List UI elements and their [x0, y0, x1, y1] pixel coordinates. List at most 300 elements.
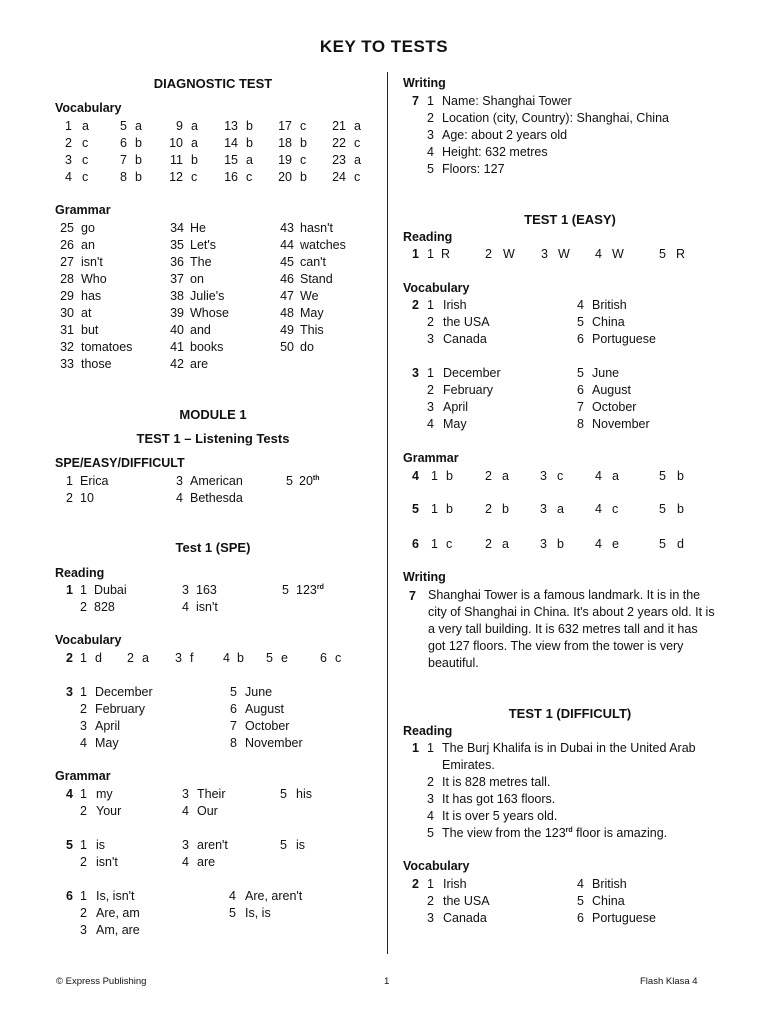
- answer-cell: can't: [300, 255, 327, 269]
- answer-cell: is: [96, 838, 106, 852]
- answer-cell: b: [300, 136, 307, 150]
- answer-cell: China: [592, 894, 625, 908]
- answer-cell: Portuguese: [592, 911, 656, 925]
- answer-cell: 26: [60, 238, 74, 252]
- answer-text: The view from the 123: [442, 826, 566, 840]
- answer-cell: c: [354, 170, 361, 184]
- answer-cell: b: [135, 170, 142, 184]
- answer-cell: 5: [659, 469, 666, 483]
- test1-difficult-heading: TEST 1 (DIFFICULT): [508, 706, 632, 721]
- answer-cell: 3: [80, 719, 87, 733]
- answer-cell: 1: [80, 838, 87, 852]
- answer-cell: are: [190, 357, 209, 371]
- answer-cell: August: [592, 383, 631, 397]
- answer-cell: c: [191, 170, 198, 184]
- ordinal-suffix: th: [312, 475, 320, 482]
- difficult-reading-heading: Reading: [403, 724, 453, 738]
- answer-cell: those: [81, 357, 112, 371]
- answer-cell: 1: [80, 583, 87, 597]
- answer-cell: f: [190, 651, 194, 665]
- answer-cell: 6: [230, 702, 237, 716]
- answer-cell: c: [612, 502, 619, 516]
- answer-cell: 24: [332, 170, 346, 184]
- answer-cell: 1: [431, 502, 438, 516]
- answer-cell: aren't: [197, 838, 228, 852]
- answer-cell: Your: [96, 804, 122, 818]
- answer-cell: b: [246, 136, 253, 150]
- answer-cell: a: [191, 136, 198, 150]
- answer-cell: It is over 5 years old.: [442, 809, 558, 823]
- answer-cell: 2: [427, 775, 434, 789]
- answer-cell: c: [300, 153, 307, 167]
- answer-cell: c: [300, 119, 307, 133]
- answer-cell: 7: [120, 153, 127, 167]
- answer-cell: are: [197, 855, 216, 869]
- answer-cell: 4: [182, 804, 189, 818]
- answer-cell: October: [592, 400, 637, 414]
- answer-cell: 4: [223, 651, 230, 665]
- answer-cell: 4: [412, 469, 419, 483]
- answer-cell: British: [592, 298, 627, 312]
- answer-cell: 7: [577, 400, 584, 414]
- answer-cell: 29: [60, 289, 74, 303]
- answer-cell: 34: [170, 221, 184, 235]
- answer-cell: April: [443, 400, 469, 414]
- answer-cell: British: [592, 877, 627, 891]
- answer-cell: 13: [224, 119, 238, 133]
- answer-cell: 4: [427, 145, 434, 159]
- easy-vocab-heading: Vocabulary: [403, 281, 470, 295]
- answer-cell: 18: [278, 136, 292, 150]
- writing-heading: Writing: [403, 76, 446, 90]
- answer-cell: 27: [60, 255, 74, 269]
- answer-cell: 2: [80, 600, 87, 614]
- footer-book-title: Flash Klasa 4: [640, 976, 698, 987]
- answer-cell: and: [190, 323, 211, 337]
- answer-cell: The Burj Khalifa is in Dubai in the United Arab: [442, 741, 696, 755]
- listening-heading: TEST 1 – Listening Tests: [136, 431, 290, 446]
- spe-vocab-heading: Vocabulary: [55, 633, 122, 647]
- answer-cell: 1: [427, 94, 434, 108]
- answer-cell: 3: [427, 792, 434, 806]
- answer-cell: isn't: [96, 855, 118, 869]
- answer-cell: 20th: [299, 474, 320, 488]
- answer-cell: 30: [60, 306, 74, 320]
- answer-cell: a: [557, 502, 564, 516]
- test1-easy-heading: TEST 1 (EASY): [524, 212, 616, 227]
- answer-cell: e: [281, 651, 288, 665]
- answer-cell: 4: [66, 787, 73, 801]
- easy-reading-heading: Reading: [403, 230, 453, 244]
- answer-cell: 3: [427, 332, 434, 346]
- spe-grammar-heading: Grammar: [55, 769, 111, 783]
- answer-cell: 5: [280, 838, 287, 852]
- answer-cell: c: [246, 170, 253, 184]
- answer-cell: He: [190, 221, 206, 235]
- answer-cell: 5: [577, 366, 584, 380]
- ordinal-suffix: rd: [565, 827, 573, 834]
- answer-cell: 1: [427, 247, 434, 261]
- answer-cell: October: [245, 719, 290, 733]
- answer-cell: 123rd: [296, 583, 324, 597]
- answer-cell: Portuguese: [592, 332, 656, 346]
- answer-cell: 1: [80, 889, 87, 903]
- answer-cell: 5: [229, 906, 236, 920]
- answer-cell: 20: [278, 170, 292, 184]
- answer-cell: 32: [60, 340, 74, 354]
- answer-cell: 21: [332, 119, 346, 133]
- answer-cell: 10: [80, 491, 94, 505]
- answer-cell: 1: [65, 119, 72, 133]
- answer-cell: 4: [595, 247, 602, 261]
- diagnostic-vocab-heading: Vocabulary: [55, 101, 122, 115]
- answer-cell: 4: [80, 736, 87, 750]
- answer-cell: It has got 163 floors.: [442, 792, 556, 806]
- answer-cell: Location (city, Country): Shanghai, China: [442, 111, 669, 125]
- answer-cell: Julie's: [190, 289, 225, 303]
- answer-cell: 11: [170, 153, 183, 167]
- diagnostic-heading: DIAGNOSTIC TEST: [153, 76, 273, 91]
- answer-cell: 6: [577, 332, 584, 346]
- answer-cell: c: [82, 153, 89, 167]
- answer-cell: a: [502, 469, 509, 483]
- answer-cell: 50: [280, 340, 294, 354]
- answer-cell: 2: [427, 894, 434, 908]
- answer-cell: 40: [170, 323, 184, 337]
- answer-cell: 7: [412, 94, 419, 108]
- answer-cell: 2: [80, 702, 87, 716]
- answer-cell: Irish: [443, 877, 467, 891]
- answer-cell: 16: [224, 170, 238, 184]
- answer-cell: d: [677, 537, 684, 551]
- answer-cell: a: [82, 119, 89, 133]
- answer-cell: Are, aren't: [245, 889, 303, 903]
- answer-cell: 3: [427, 400, 434, 414]
- answer-cell: 22: [332, 136, 346, 150]
- answer-cell: a: [246, 153, 253, 167]
- column-divider: [387, 72, 388, 954]
- answer-cell: a: [135, 119, 142, 133]
- answer-cell: 19: [278, 153, 292, 167]
- answer-cell: 6: [577, 911, 584, 925]
- answer-cell: 1: [427, 366, 434, 380]
- answer-cell: Erica: [80, 474, 109, 488]
- answer-cell: [442, 826, 667, 840]
- answer-cell: 25: [60, 221, 74, 235]
- answer-cell: 49: [280, 323, 294, 337]
- answer-cell: b: [246, 119, 253, 133]
- answer-cell: 5: [282, 583, 289, 597]
- answer-cell: 1: [427, 298, 434, 312]
- answer-cell: 5: [577, 894, 584, 908]
- page-title: KEY TO TESTS: [319, 37, 449, 56]
- answer-cell: 2: [80, 906, 87, 920]
- answer-cell: W: [612, 247, 624, 261]
- answer-cell: June: [245, 685, 273, 699]
- answer-cell: 1: [80, 787, 87, 801]
- answer-cell: It is 828 metres tall.: [442, 775, 551, 789]
- easy-writing-heading: Writing: [403, 570, 446, 584]
- answer-cell: 35: [170, 238, 184, 252]
- answer-cell: 28: [60, 272, 74, 286]
- answer-cell: on: [190, 272, 204, 286]
- answer-cell: 1: [412, 247, 419, 261]
- answer-cell: W: [558, 247, 570, 261]
- answer-cell: isn't: [81, 255, 103, 269]
- answer-cell: a: [354, 119, 361, 133]
- answer-cell: Name: Shanghai Tower: [442, 94, 572, 108]
- spe-reading-heading: Reading: [55, 566, 105, 580]
- answer-cell: a: [354, 153, 361, 167]
- answer-cell: R: [441, 247, 451, 261]
- answer-cell: China: [592, 315, 625, 329]
- answer-cell: 3: [412, 366, 419, 380]
- answer-cell: 5: [230, 685, 237, 699]
- answer-cell: 2: [80, 855, 87, 869]
- answer-cell: 3: [427, 128, 434, 142]
- answer-cell: 5: [659, 502, 666, 516]
- answer-cell: 8: [577, 417, 584, 431]
- answer-cell: 44: [280, 238, 294, 252]
- answer-cell: 3: [80, 923, 87, 937]
- answer-cell: 3: [66, 685, 73, 699]
- answer-cell: 5: [577, 315, 584, 329]
- answer-cell: 3: [182, 787, 189, 801]
- answer-cell: b: [446, 502, 453, 516]
- answer-cell: a: [612, 469, 619, 483]
- answer-cell: 4: [229, 889, 236, 903]
- footer-page-number: 1: [384, 976, 390, 987]
- answer-cell: Is, isn't: [96, 889, 135, 903]
- answer-cell: Bethesda: [190, 491, 243, 505]
- answer-cell: books: [190, 340, 224, 354]
- answer-cell: b: [191, 153, 198, 167]
- answer-cell: tomatoes: [81, 340, 133, 354]
- answer-cell: c: [335, 651, 342, 665]
- answer-cell: b: [446, 469, 453, 483]
- module-heading: MODULE 1: [179, 407, 247, 422]
- answer-cell: 1: [427, 877, 434, 891]
- easy-grammar-heading: Grammar: [403, 451, 459, 465]
- answer-cell: Floors: 127: [442, 162, 505, 176]
- answer-cell: 47: [280, 289, 294, 303]
- answer-cell: my: [96, 787, 113, 801]
- answer-cell: 5: [659, 247, 666, 261]
- answer-cell: 1: [80, 651, 87, 665]
- answer-cell: 12: [169, 170, 183, 184]
- answer-cell: b: [677, 469, 684, 483]
- answer-cell: 6: [320, 651, 327, 665]
- answer-cell: 14: [224, 136, 238, 150]
- answer-cell: b: [300, 170, 307, 184]
- answer-cell: 4: [595, 502, 602, 516]
- answer-cell: 4: [595, 469, 602, 483]
- answer-cell: 828: [94, 600, 115, 614]
- answer-cell: c: [354, 136, 361, 150]
- answer-cell: 38: [170, 289, 184, 303]
- answer-cell: 3: [540, 502, 547, 516]
- answer-cell: Am, are: [96, 923, 140, 937]
- answer-cell: 3: [182, 838, 189, 852]
- answer-cell: 5: [266, 651, 273, 665]
- easy-writing-text: Shanghai Tower is a famous landmark. It is in the city of Shanghai in China. It's about 2 years old. It is a very tall building. It is 632 metres tall and it has got 127 floors. The view from the tower is very beautiful.: [428, 588, 715, 670]
- answer-cell: 3: [65, 153, 72, 167]
- answer-cell: Who: [81, 272, 107, 286]
- answer-cell: Stand: [300, 272, 333, 286]
- answer-cell: 3: [427, 911, 434, 925]
- answer-cell: 1: [66, 583, 73, 597]
- answer-cell: 41: [170, 340, 184, 354]
- answer-cell: 2: [412, 877, 419, 891]
- answer-cell: April: [95, 719, 121, 733]
- answer-cell: 2: [427, 315, 434, 329]
- answer-cell: R: [676, 247, 686, 261]
- answer-cell: a: [502, 537, 509, 551]
- answer-cell: The: [190, 255, 212, 269]
- answer-cell: but: [81, 323, 99, 337]
- answer-cell: 4: [182, 855, 189, 869]
- answer-cell: his: [296, 787, 312, 801]
- answer-cell: December: [95, 685, 153, 699]
- answer-cell: 4: [427, 417, 434, 431]
- answer-cell: 8: [230, 736, 237, 750]
- answer-cell: 5: [286, 474, 293, 488]
- answer-cell: a: [191, 119, 198, 133]
- answer-cell: an: [81, 238, 95, 252]
- answer-cell: 45: [280, 255, 294, 269]
- answer-cell: 6: [66, 889, 73, 903]
- answer-cell: 39: [170, 306, 184, 320]
- answer-cell: 2: [127, 651, 134, 665]
- answer-cell: February: [443, 383, 494, 397]
- answer-cell: 4: [182, 600, 189, 614]
- answer-cell: 163: [196, 583, 217, 597]
- answer-cell: 4: [65, 170, 72, 184]
- answer-cell: Age: about 2 years old: [442, 128, 568, 142]
- test1-spe-heading: Test 1 (SPE): [175, 540, 251, 555]
- answer-cell: isn't: [196, 600, 218, 614]
- answer-cell: 48: [280, 306, 294, 320]
- answer-cell: b: [502, 502, 509, 516]
- answer-cell: May: [95, 736, 119, 750]
- answer-cell: at: [81, 306, 92, 320]
- answer-cell: 1: [80, 685, 87, 699]
- answer-cell: has: [81, 289, 102, 303]
- answer-cell: 4: [577, 298, 584, 312]
- answer-cell: d: [95, 651, 102, 665]
- answer-cell: 23: [332, 153, 346, 167]
- answer-cell: do: [300, 340, 314, 354]
- answer-cell: June: [592, 366, 620, 380]
- answer-cell: May: [300, 306, 324, 320]
- answer-cell: 6: [412, 537, 419, 551]
- answer-cell: 5: [120, 119, 127, 133]
- answer-cell: 1: [66, 474, 73, 488]
- answer-cell: Irish: [443, 298, 467, 312]
- answer-cell: 2: [485, 502, 492, 516]
- answer-cell: American: [190, 474, 243, 488]
- answer-cell: 3: [176, 474, 183, 488]
- answer-cell: 4: [427, 809, 434, 823]
- answer-cell: b: [135, 153, 142, 167]
- answer-cell: August: [245, 702, 284, 716]
- answer-cell: 5: [427, 826, 434, 840]
- answer-cell: 36: [170, 255, 184, 269]
- answer-cell: 5: [280, 787, 287, 801]
- answer-cell: 2: [80, 804, 87, 818]
- answer-cell: 5: [659, 537, 666, 551]
- answer-cell: 17: [278, 119, 292, 133]
- answer-cell: 46: [280, 272, 294, 286]
- answer-cell: 37: [170, 272, 184, 286]
- answer-cell: 7: [230, 719, 237, 733]
- answer-cell: 3: [182, 583, 189, 597]
- answer-cell: a: [142, 651, 149, 665]
- answer-cell: 1: [427, 741, 434, 755]
- answer-cell: Canada: [443, 911, 487, 925]
- answer-cell: 5: [412, 502, 419, 516]
- diagnostic-grammar-heading: Grammar: [55, 203, 111, 217]
- answer-cell: 33: [60, 357, 74, 371]
- answer-cell: c: [446, 537, 453, 551]
- answer-cell: 15: [224, 153, 238, 167]
- answer-cell: Height: 632 metres: [442, 145, 548, 159]
- answer-cell: February: [95, 702, 146, 716]
- answer-cell: 4: [595, 537, 602, 551]
- answer-cell: e: [612, 537, 619, 551]
- answer-cell: b: [135, 136, 142, 150]
- answer-text: floor is amazing.: [572, 826, 668, 840]
- answer-cell: b: [237, 651, 244, 665]
- answer-cell: 2: [427, 111, 434, 125]
- answer-cell: Our: [197, 804, 218, 818]
- spe-easy-difficult-heading: SPE/EASY/DIFFICULT: [55, 456, 185, 470]
- answer-cell: W: [503, 247, 515, 261]
- answer-cell: b: [557, 537, 564, 551]
- answer-cell: December: [443, 366, 501, 380]
- answer-cell: 8: [120, 170, 127, 184]
- answer-cell: c: [82, 136, 89, 150]
- footer-publisher: © Express Publishing: [56, 976, 147, 987]
- answer-cell: 2: [412, 298, 419, 312]
- answer-cell: May: [443, 417, 467, 431]
- answer-cell: 3: [540, 469, 547, 483]
- answer-cell: Let's: [190, 238, 217, 252]
- answer-cell: 2: [66, 651, 73, 665]
- answer-cell: Are, am: [96, 906, 140, 920]
- answer-cell: the USA: [443, 315, 490, 329]
- easy-writing-number: 7: [409, 589, 416, 603]
- answer-cell: 3: [540, 537, 547, 551]
- answer-cell: 2: [66, 491, 73, 505]
- answer-cell: c: [82, 170, 89, 184]
- answer-cell: November: [592, 417, 650, 431]
- answer-cell: 2: [485, 469, 492, 483]
- answer-cell: is: [296, 838, 306, 852]
- answer-cell: hasn't: [300, 221, 333, 235]
- answer-cell: b: [677, 502, 684, 516]
- answer-cell: 42: [170, 357, 184, 371]
- answer-cell: Dubai: [94, 583, 127, 597]
- answer-cell: Canada: [443, 332, 487, 346]
- answer-cell: 2: [485, 537, 492, 551]
- answer-cell: 1: [431, 469, 438, 483]
- answer-cell: the USA: [443, 894, 490, 908]
- difficult-vocab-heading: Vocabulary: [403, 859, 470, 873]
- answer-cell: Emirates.: [442, 758, 495, 772]
- answer-cell: November: [245, 736, 303, 750]
- answer-cell: Is, is: [245, 906, 271, 920]
